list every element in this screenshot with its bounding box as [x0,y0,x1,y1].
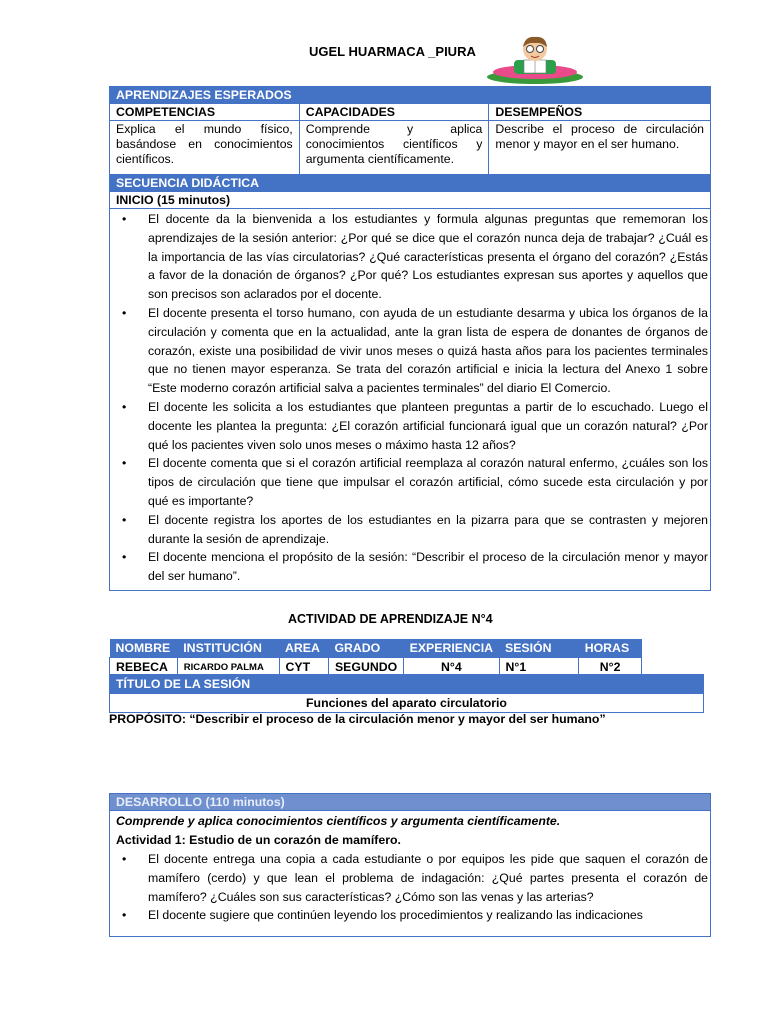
area-value: CYT [279,658,328,677]
development-list [116,850,708,925]
list-item: • El docente les solicita a los estudiantes que planteen preguntas a partir de lo escuchado. Luego el docente les plantea la pregunta: ¿El corazón artificial funcionará igual que un corazón natural? ¿Por qué los pacientes viven solo unos meses o máximo hasta 12 años? [148,398,708,454]
nombre-header: NOMBRE [110,639,178,658]
competencia-cell: Explica el mundo físico, basándose en conocimientos científicos. [110,121,300,175]
expected-learning-title: APRENDIZAJES ESPERADOS [110,87,711,104]
experiencia-header: EXPERIENCIA [404,639,499,658]
development-subtitle: Comprende y aplica conocimientos científicos y argumenta científicamente. [116,814,561,828]
sesion-header: SESIÓN [499,639,579,658]
activity-1-label: Actividad 1: Estudio de un corazón de mamífero. [116,833,401,847]
area-header: AREA [279,639,328,658]
header-title: UGEL HUARMACA _PIURA [309,44,476,59]
activity-title: ACTIVIDAD DE APRENDIZAJE N°4 [288,612,493,626]
student-reading-book-icon [484,36,586,84]
activity-info-table [109,639,642,677]
list-item: • El docente presenta el torso humano, con ayuda de un estudiante desarma y ubica los órganos de la circulación y comenta que en la actualidad, ante la gran lista de espera de donantes de órganos de corazón, existe una posibilidad de vivir unos meses o quizá hasta años para los pacientes terminales que no tienen mayor esperanza. Se trata del corazón artificial e inicia la lectura del Anexo 1 sobre “Este moderno corazón artificial salva a pacientes terminales” del diario El Comercio. [148,304,708,398]
inicio-label: INICIO (15 minutos) [110,192,711,209]
grado-value: SEGUNDO [328,658,403,677]
grado-header: GRADO [328,639,403,658]
sequence-title: SECUENCIA DIDÁCTICA [110,175,711,192]
list-item: • El docente da la bienvenida a los estudiantes y formula algunas preguntas que rememoran los aprendizajes de la sesión anterior: ¿Por qué se dice que el corazón nunca deja de trabajar? ¿Cuál es la importancia de las vías circulatorias? ¿Qué características presenta el órgano del corazón? ¿Estás a favor de la donación de órganos? ¿Por qué? Los estudiantes expresan sus aportes y aquellos que son precisos son aclarados por el docente. [148,210,708,304]
list-item: • El docente comenta que si el corazón artificial reemplaza al corazón natural enfermo, ¿cuáles son los tipos de circulación que tiene que impulsar el corazón artificial, cómo sucede esta circulación y por qué es importante? [148,454,708,510]
list-item: • El docente registra los aportes de los estudiantes en la pizarra para que se contrasten y mejoren durante la sesión de aprendizaje. [148,511,708,549]
desempenos-header: DESEMPEÑOS [489,104,711,121]
expected-learning-table [109,86,711,591]
inicio-list [116,210,708,586]
experiencia-value: N°4 [404,658,499,677]
list-item: • El docente menciona el propósito de la sesión: “Describir el proceso de la circulación menor y mayor del ser humano”. [148,548,708,586]
horas-header: HORAS [579,639,642,658]
institucion-header: INSTITUCIÓN [177,639,279,658]
list-item: • El docente entrega una copia a cada estudiante o por equipos les pide que saquen el corazón de mamífero (cerdo) y que lean el problema de indagación: ¿Qué partes presenta el corazón de mamífero? ¿Cuáles son sus características? ¿Cómo son las venas y las arterias? [148,850,708,906]
list-item: • El docente sugiere que continúen leyendo los procedimientos y realizando las indicaciones [148,906,708,925]
capacidad-cell: Comprende y aplica conocimientos científicos y argumenta científicamente. [299,121,489,175]
session-purpose: PROPÓSITO: “Describir el proceso de la circulación menor y mayor del ser humano” [109,712,606,726]
session-title-table [109,674,704,713]
sesion-value: N°1 [499,658,579,677]
competencias-header: COMPETENCIAS [110,104,300,121]
horas-value: N°2 [579,658,642,677]
development-table [109,793,711,937]
nombre-value: REBECA [110,658,178,677]
institucion-value: RICARDO PALMA [177,658,279,677]
session-title-label: TÍTULO DE LA SESIÓN [110,675,704,694]
session-title: Funciones del aparato circulatorio [110,694,704,713]
development-title: DESARROLLO (110 minutos) [110,794,711,811]
capacidades-header: CAPACIDADES [299,104,489,121]
desempeno-cell: Describe el proceso de circulación menor y mayor en el ser humano. [489,121,711,175]
